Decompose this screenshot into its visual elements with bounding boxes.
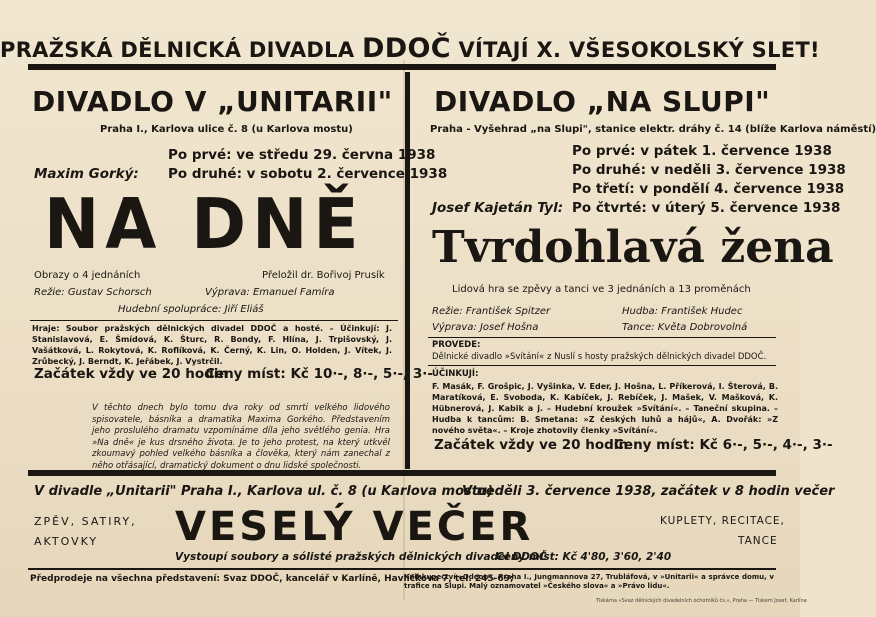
- left-translator: Přeložil dr. Bořivoj Prusík: [262, 270, 385, 281]
- right-cast-label: ÚČINKUJÍ:: [432, 369, 479, 379]
- right-date-1: Po prvé: v pátek 1. července 1938: [572, 143, 832, 159]
- left-rule-1: [30, 320, 398, 321]
- bottom-prices: Ceny míst: Kč 4'80, 3'60, 2'40: [496, 551, 672, 563]
- right-date-3: Po třetí: v pondělí 4. července 1938: [572, 181, 845, 197]
- right-date-2: Po druhé: v neděli 3. července 1938: [572, 162, 846, 178]
- right-music: Hudba: František Hudec: [622, 306, 743, 317]
- right-cast: F. Masák, F. Grošpic, J. Vyšinka, V. Eder, J. Hošna, L. Příkerová, I. Šterová, B. Maratíková, E. Svoboda, K. Kabíček, J. Rebíček, J. Mašek, V. Mašková, K. Hübnerová, J. Kabik a j. – Hudební kroužek »Svítání«. – Taneční skupina. – Hudba k tancům: B. Smetana: »Z českých luhů a hájů«, A. Dvořák: »Z nového světa«. – Kroje zhotovily členky »Svítání«.: [432, 382, 778, 435]
- bottom-performers: Vystoupí soubory a sólisté pražských dělnických divadel DDOČ: [175, 551, 547, 563]
- header-brand: DDOČ: [362, 33, 451, 64]
- left-start-time: Začátek vždy ve 20 hodin: [34, 366, 229, 382]
- right-address: Praha - Vyšehrad „na Slupi", stanice elektr. dráhy č. 14 (blíže Karlova náměstí): [430, 124, 876, 135]
- bottom-genres-left-1: ZPĚV, SATIRY,: [34, 515, 137, 528]
- bottom-rule-2: [28, 568, 776, 570]
- right-subtitle: Lidová hra se zpěvy a tanci ve 3 jednáních a 13 proměnách: [452, 284, 751, 295]
- bottom-presale-2: Knihkupectví »Odeon«, Praha I., Jungmannova 27, Trubláfová, v »Unitarii« a správce domu, v trafice na Slupi. Malý oznamovatel »Českého slova« a »Právo lidu«.: [404, 573, 774, 590]
- right-rule-1: [428, 337, 776, 338]
- left-date-first: Po prvé: ve středu 29. června 1938: [168, 147, 436, 163]
- right-rule-2: [428, 365, 776, 366]
- bottom-presale: Předprodeje na všechna představení: Svaz DDOČ, kancelář v Karlíně, Havlíčkova 7, tel. 245-69;: [30, 574, 514, 584]
- right-prices: Ceny míst: Kč 6·-, 5·-, 4·-, 3·-: [614, 437, 833, 453]
- left-music: Hudební spolupráce: Jiří Eliáš: [118, 304, 264, 315]
- right-play-title: Tvrdohlavá žena: [432, 222, 834, 273]
- left-address: Praha I., Karlova ulice č. 8 (u Karlova mostu): [100, 124, 353, 135]
- bottom-event-title: VESELÝ VEČER: [175, 504, 534, 550]
- right-theatre-name: DIVADLO „NA SLUPI": [434, 85, 771, 118]
- bottom-genres-left-2: AKTOVKY: [34, 535, 99, 548]
- poster-header: [0, 33, 820, 64]
- right-dance: Tance: Květa Dobrovolná: [622, 322, 748, 333]
- left-theatre-name: DIVADLO V „UNITARII": [32, 85, 393, 118]
- left-acts: Obrazy o 4 jednáních: [34, 270, 141, 281]
- left-cast: Hraje: Soubor pražských dělnických divadel DDOČ a hosté. – Účinkují: J. Stanislavová, E. Šmídová, K. Šturc, R. Bondy, F. Hlína, J. Trpišovský, J. Vašátková, L. Rokytová, K. Roflíková, K. Černý, K. Lin, O. Holden, J. Vítek, J. Zrůbecký, J. Berndt, K. Jeřábek, J. Vystrčil.: [32, 324, 392, 366]
- left-director: Režie: Gustav Schorsch: [34, 287, 152, 298]
- left-prices: Ceny míst: Kč 10·-, 8·-, 5·-, 3·-: [205, 366, 433, 382]
- header-before: PRAŽSKÁ DĚLNICKÁ DIVADLA: [0, 38, 355, 62]
- column-divider: [405, 72, 410, 469]
- right-design: Výprava: Josef Hošna: [432, 322, 539, 333]
- left-date-second: Po druhé: v sobotu 2. července 1938: [168, 166, 448, 182]
- right-performs: Dělnické divadlo »Svítání« z Nuslí s hosty pražských dělnických divadel DDOČ.: [432, 352, 767, 362]
- right-performs-label: PROVEDE:: [432, 340, 481, 350]
- bottom-when: V neděli 3. července 1938, začátek v 8 hodin večer: [462, 484, 835, 499]
- right-director: Režie: František Spitzer: [432, 306, 551, 317]
- header-after: VÍTAJÍ X. VŠESOKOLSKÝ SLET!: [458, 38, 820, 62]
- left-author: Maxim Gorký:: [34, 166, 139, 182]
- bottom-venue: V divadle „Unitarii" Praha I., Karlova ul. č. 8 (u Karlova mostu): [34, 484, 494, 499]
- left-play-title: NA DNĚ: [44, 184, 365, 265]
- right-date-4: Po čtvrté: v úterý 5. července 1938: [572, 200, 841, 216]
- left-design: Výprava: Emanuel Famíra: [205, 287, 335, 298]
- right-start-time: Začátek vždy ve 20 hodin: [434, 437, 629, 453]
- header-rule: [28, 64, 776, 70]
- bottom-rule-top: [28, 470, 776, 476]
- bottom-printer: Tiskárna »Svaz dělnických divadelních ochotníků čs.«, Praha — Tiskem Josef, Karlíne: [596, 598, 807, 604]
- bottom-genres-right-2: TANCE: [738, 535, 778, 547]
- left-description: V těchto dnech bylo tomu dva roky od smrti velkého lidového spisovatele, básníka a dramatika Maxima Gorkého. Představením jeho proslulého dramatu vzpomínáme díla jeho světlého genia. Hra »Na dně« je kus drsného života. Je to jeho protest, na který utkvěl zkoumavý pohled velkého básníka a člověka, který nám zanechal z něho otřásající, dramatický dokument o dnu lidské společnosti.: [92, 403, 390, 471]
- bottom-genres-right-1: KUPLETY, RECITACE,: [660, 515, 785, 527]
- right-author: Josef Kajetán Tyl:: [432, 200, 564, 216]
